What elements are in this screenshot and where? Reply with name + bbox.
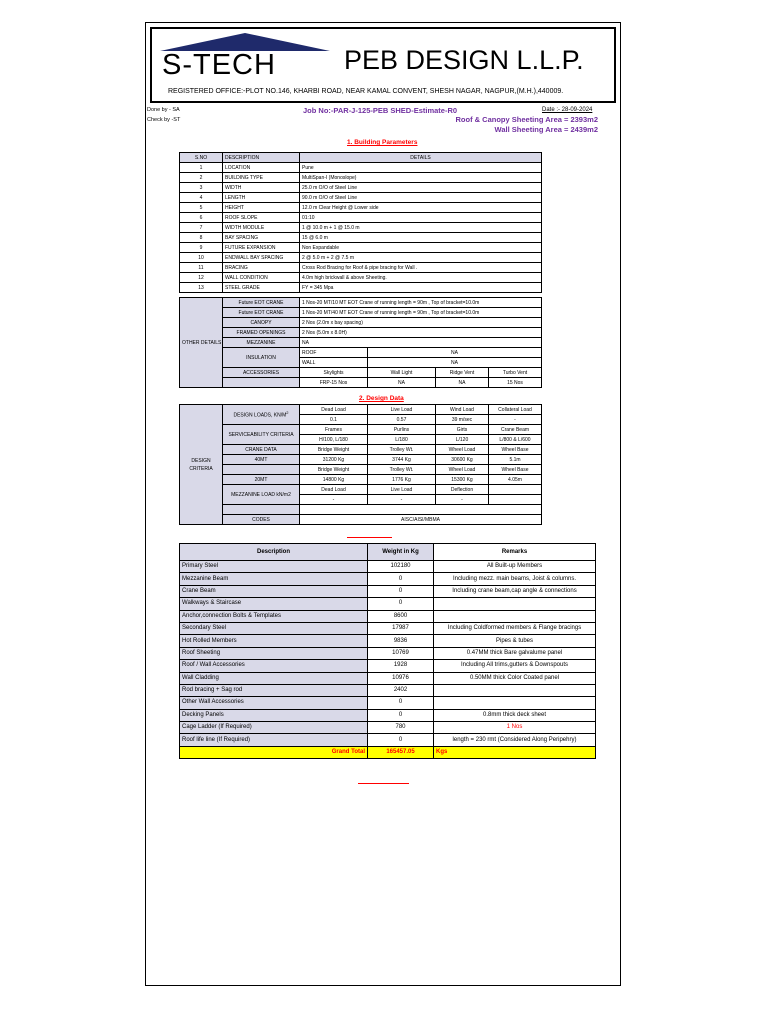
table-row: Primary Steel 102180 All Built-up Members: [180, 561, 596, 573]
letterhead: [150, 27, 616, 103]
table-header-row: [180, 544, 596, 561]
table-row: 11 BRACING Cross Rod Bracing for Roof & pipe bracing for Wall .: [180, 263, 542, 273]
building-parameters-table: [179, 152, 542, 293]
table-row: 10 ENDWALL BAY SPACING 2 @ 5.0 m + 2 @ 7.5 m: [180, 253, 542, 263]
table-row: Hot Rolled Members 9836 Pipes & tubes: [180, 635, 596, 647]
done-by: Done by - SA: [147, 107, 180, 113]
table-row: Future EOT CRANE 1 Nos-20 MT/40 MT EOT Crane of running length = 90m , Top of bracket=10.0m: [180, 308, 542, 318]
table-row: 0.1 0.57 39 m/sec -: [180, 415, 542, 425]
table-row: 6 ROOF SLOPE 01:10: [180, 213, 542, 223]
table-row: Decking Panels 0 0.8mm thick deck sheet: [180, 709, 596, 721]
table-row: Secondary Steel 17987 Including Coldformed members & Flange bracings: [180, 622, 596, 634]
job-number: Job No:-PAR-J-125-PEB SHED-Estimate-R0: [303, 106, 458, 115]
weight-summary-table: [179, 543, 596, 759]
table-row: [180, 505, 542, 515]
table-row: WALL NA: [180, 358, 542, 368]
table-row: Mezzanine Beam 0 Including mezz. main beams, Joist & columns.: [180, 573, 596, 585]
table-row: 12 WALL CONDITION 4.0m high brickwall & above Sheeting.: [180, 273, 542, 283]
grand-total-row: [180, 746, 596, 758]
table-row: ACCESSORIES Skylights Wall Light Ridge Vent Turbo Vent: [180, 368, 542, 378]
check-by: Check by -ST: [147, 117, 181, 123]
table-row: SERVICEABILITY CRITERIA Frames Purlins Girts Crane Beam: [180, 425, 542, 435]
header-remarks: Remarks: [434, 544, 596, 561]
grand-total-label: Grand Total: [180, 746, 368, 758]
section-title-building-parameters: 1. Building Parameters: [347, 139, 418, 146]
header-sno: S.NO: [180, 153, 223, 163]
table-row: Roof life line (If Required) 0 length = 230 rmt (Considered Along Peripehry): [180, 734, 596, 746]
registered-address: REGISTERED OFFICE:-PLOT NO.146, KHARBI ROAD, NEAR KAMAL CONVENT, SHESH NAGAR, NAGPUR,(M.H.),440009.: [168, 88, 564, 95]
table-row: FRP-15 Nos NA NA 15 Nos: [180, 378, 542, 388]
table-row: Crane Beam 0 Including crane beam,cap angle & connections: [180, 585, 596, 597]
table-row: Roof / Wall Accessories 1928 Including All trims,gutters & Downspouts: [180, 660, 596, 672]
grand-total-value: 165457.05: [368, 746, 434, 758]
divider-line: [347, 537, 392, 538]
table-row: 1 LOCATION Pune: [180, 163, 542, 173]
company-name: PEB DESIGN L.L.P.: [344, 45, 584, 75]
roof-sheeting-area: Roof & Canopy Sheeting Area = 2393m2: [455, 115, 598, 124]
table-row: FRAMED OPENINGS 2 Nos (5.0m x 8.0H): [180, 328, 542, 338]
table-row: Roof Sheeting 10769 0.47MM thick Bare galvalume panel: [180, 647, 596, 659]
table-row: - - -: [180, 495, 542, 505]
grand-total-unit: Kgs: [434, 746, 596, 758]
table-row: 9 FUTURE EXPANSION Non Expandable: [180, 243, 542, 253]
table-row: Other Wall Accessories 0: [180, 697, 596, 709]
other-details-table: [179, 297, 542, 388]
table-row: Walkways & Staircase 0: [180, 598, 596, 610]
section-title-design-data: 2. Design Data: [359, 395, 404, 402]
table-row: Rod bracing + Sag rod 2402: [180, 684, 596, 696]
date: Date :- 28-09-2024: [542, 107, 593, 113]
table-row: 3 WIDTH 25.0 m O/O of Steel Line: [180, 183, 542, 193]
header-weight: Weight in Kg: [368, 544, 434, 561]
table-row: INSULATION ROOF NA: [180, 348, 542, 358]
table-row: Wall Cladding 10976 0.50MM thick Color Coated panel: [180, 672, 596, 684]
table-row: MEZZANINE LOAD kN/m2 Dead Load Live Load Deflection: [180, 485, 542, 495]
table-row: Anchor,connection Bolts & Templates 8600: [180, 610, 596, 622]
table-row: H/100, L/180 L/180 L/120 L/800 & L/600: [180, 435, 542, 445]
table-row: 40MT 31200 Kg 3744 Kg 30600 Kg 5.1m: [180, 455, 542, 465]
table-row: 4 LENGTH 90.0 m O/O of Steel Line: [180, 193, 542, 203]
table-row: 8 BAY SPACING 15 @ 6.0 m: [180, 233, 542, 243]
table-row: 13 STEEL GRADE FY = 345 Mpa: [180, 283, 542, 293]
other-details-label: OTHER DETAILS: [180, 298, 223, 388]
table-row: Bridge Weight Trolley Wt. Wheel Load Wheel Base: [180, 465, 542, 475]
brand-name: S-TECH: [162, 49, 276, 81]
table-row: Cage Ladder (If Required) 780 1 Nos: [180, 722, 596, 734]
design-data-table: [179, 404, 542, 525]
table-row: 20MT 14800 Kg 1776 Kg 15300 Kg 4.05m: [180, 475, 542, 485]
header-details: DETAILS: [300, 153, 542, 163]
header-description: DESCRIPTION: [223, 153, 300, 163]
table-row: 2 BUILDING TYPE MultiSpan-I (Monoslope): [180, 173, 542, 183]
header-description: Description: [180, 544, 368, 561]
table-row: MEZZANINE NA: [180, 338, 542, 348]
divider-line: [358, 783, 409, 784]
design-loads-label: DESIGN LOADS, $KN/M^2$: [223, 405, 300, 425]
wall-sheeting-area: Wall Sheeting Area = 2439m2: [494, 125, 598, 134]
table-row: OTHER DETAILS Future EOT CRANE 1 Nos-20 MT/10 MT EOT Crane of running length = 90m , Top of bracket=10.0m: [180, 298, 542, 308]
design-criteria-label: DESIGN CRITERIA: [180, 405, 223, 525]
table-row: CANOPY 2 Nos (2.0m x bay spacing): [180, 318, 542, 328]
table-row: 5 HEIGHT 12.0 m Clear Height @ Lower side: [180, 203, 542, 213]
table-row: 7 WIDTH MODULE 1 @ 10.0 m + 1 @ 15.0 m: [180, 223, 542, 233]
table-header-row: [180, 153, 542, 163]
table-row: CRANE DATA Bridge Weight Trolley Wt. Wheel Load Wheel Base: [180, 445, 542, 455]
table-row: CODES AISC/AISI/MBMA: [180, 515, 542, 525]
table-row: DESIGN CRITERIA DESIGN LOADS, $KN/M^2$ Dead Load Live Load Wind Load Collateral Load: [180, 405, 542, 415]
